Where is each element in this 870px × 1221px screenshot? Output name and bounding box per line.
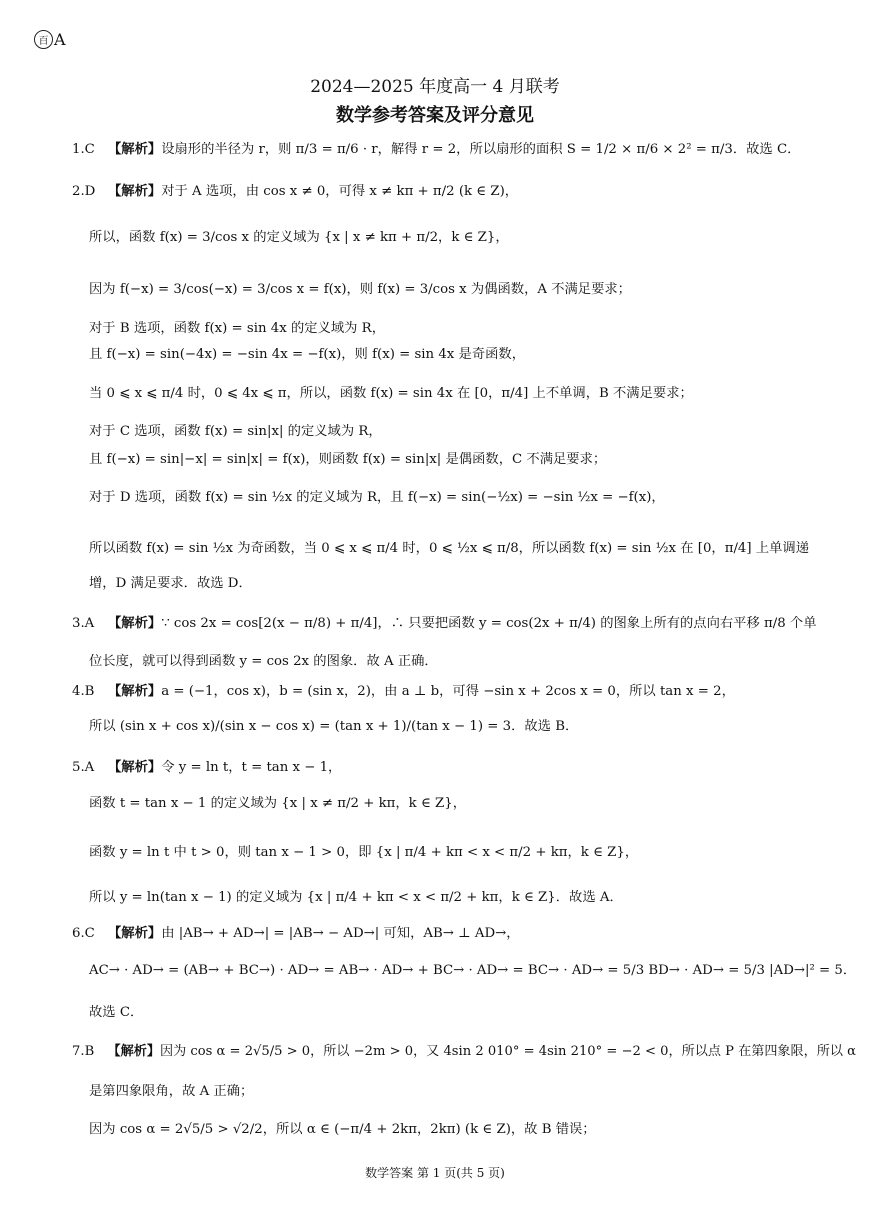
answer-line: [72, 682, 735, 702]
analysis-tag: 【解析】: [108, 184, 162, 199]
exam-code-mark: [34, 30, 66, 49]
solution-text: 当 0 ⩽ x ⩽ π/4 时，0 ⩽ 4x ⩽ π，所以，函数 f(x) = sin 4x 在 [0，π/4] 上不单调，B 不满足要求；: [89, 386, 693, 401]
analysis-tag: 【解析】: [108, 616, 162, 631]
answer-line: [72, 182, 519, 202]
question-number: 7.B: [72, 1044, 95, 1059]
answer-line: [72, 758, 342, 778]
analysis-tag: 【解析】: [107, 1044, 160, 1059]
solution-text: ∵ cos 2x = cos[2(x − π/8) + π/4]，∴ 只要把函数 y = cos(2x + π/4) 的图象上所有的点向右平移 π/8 个单: [161, 616, 817, 631]
answer-line: [89, 319, 385, 339]
answer-line: [89, 652, 438, 672]
question-number: 6.C: [72, 926, 95, 941]
answer-line: [89, 228, 509, 248]
answer-line: [89, 574, 252, 594]
answer-line: [89, 539, 809, 559]
answer-line: [89, 888, 623, 908]
question-number: 3.A: [72, 616, 95, 631]
question-number: 5.A: [72, 760, 95, 775]
paper-type-letter: A: [54, 30, 66, 49]
analysis-tag: 【解析】: [108, 142, 162, 157]
solution-text: 位长度，就可以得到函数 y = cos 2x 的图象．故 A 正确．: [89, 654, 438, 669]
solution-text: 对于 A 选项，由 cos x ≠ 0，可得 x ≠ kπ + π/2 (k ∈ Z)，: [161, 184, 519, 199]
solution-text: 因为 f(−x) = 3/cos(−x) = 3/cos x = f(x)，则 f(x) = 3/cos x 为偶函数，A 不满足要求；: [89, 282, 631, 297]
solution-text: 由 |AB→ + AD→| = |AB→ − AD→| 可知，AB→ ⊥ AD→，: [161, 926, 520, 941]
answer-line: [89, 280, 631, 300]
answer-line: [72, 924, 520, 944]
document-title: 2024—2025 年度高一 4 月联考: [310, 77, 560, 97]
analysis-tag: 【解析】: [108, 684, 162, 699]
answer-line: [89, 345, 525, 365]
answer-line: [89, 717, 578, 737]
circled-mark: 百: [34, 30, 53, 49]
answer-line: [89, 422, 382, 442]
answer-line: [89, 488, 665, 508]
answer-line: [89, 1082, 253, 1102]
solution-text: 所以函数 f(x) = sin ½x 为奇函数，当 0 ⩽ x ⩽ π/4 时，0 ⩽ ½x ⩽ π/8，所以函数 f(x) = sin ½x 在 [0，π/4] 上单调递: [89, 541, 809, 556]
solution-text: 对于 C 选项，函数 f(x) = sin|x| 的定义域为 R，: [89, 424, 382, 439]
solution-text: 所以，函数 f(x) = 3/cos x 的定义域为 {x | x ≠ kπ + π/2，k ∈ Z}，: [89, 230, 509, 245]
answer-line: [89, 1120, 596, 1140]
solution-text: 对于 B 选项，函数 f(x) = sin 4x 的定义域为 R，: [89, 321, 385, 336]
solution-text: 令 y = ln t，t = tan x − 1，: [161, 760, 342, 775]
solution-text: 函数 t = tan x − 1 的定义域为 {x | x ≠ π/2 + kπ，k ∈ Z}，: [89, 796, 467, 811]
solution-text: 因为 cos α = 2√5/5 > 0，所以 −2m > 0，又 4sin 2 010° = 4sin 210° = −2 < 0，所以点 P 在第四象限，所以 α: [159, 1044, 857, 1059]
answer-line: [89, 450, 606, 470]
answer-line: [72, 614, 817, 634]
answer-line: [72, 1042, 857, 1062]
solution-text: 且 f(−x) = sin|−x| = sin|x| = f(x)，则函数 f(x) = sin|x| 是偶函数，C 不满足要求；: [89, 452, 607, 467]
answer-line: [89, 1003, 143, 1023]
solution-text: 且 f(−x) = sin(−4x) = −sin 4x = −f(x)，则 f(x) = sin 4x 是奇函数，: [89, 347, 526, 362]
answer-line: [89, 961, 856, 981]
page-footer: 数学答案 第 1 页(共 5 页): [365, 1166, 505, 1180]
solution-text: 因为 cos α = 2√5/5 > √2/2，所以 α ∈ (−π/4 + 2kπ，2kπ) (k ∈ Z)，故 B 错误；: [89, 1122, 596, 1137]
analysis-tag: 【解析】: [108, 926, 162, 941]
question-number: 4.B: [72, 684, 95, 699]
answer-line: [89, 384, 693, 404]
solution-text: a = (−1，cos x)，b = (sin x，2)，由 a ⊥ b，可得 −sin x + 2cos x = 0，所以 tan x = 2，: [161, 684, 735, 699]
solution-text: 是第四象限角，故 A 正确；: [89, 1084, 254, 1099]
question-number: 1.C: [72, 142, 95, 157]
answer-line: [72, 140, 801, 160]
solution-text: 故选 C．: [89, 1005, 144, 1020]
answer-line: [89, 794, 466, 814]
solution-text: 所以 y = ln(tan x − 1) 的定义域为 {x | π/4 + kπ < x < π/2 + kπ，k ∈ Z}．故选 A．: [89, 890, 623, 905]
question-number: 2.D: [72, 184, 96, 199]
solution-text: AC→ · AD→ = (AB→ + BC→) · AD→ = AB→ · AD→ + BC→ · AD→ = BC→ · AD→ = 5/3 BD→ · AD→ = 5/3 |AD→|² = 5．: [89, 963, 857, 978]
solution-text: 函数 y = ln t 中 t > 0，则 tan x − 1 > 0，即 {x | π/4 + kπ < x < π/2 + kπ，k ∈ Z}，: [89, 845, 639, 860]
analysis-tag: 【解析】: [108, 760, 162, 775]
document-subtitle: 数学参考答案及评分意见: [336, 105, 534, 126]
solution-text: 所以 (sin x + cos x)/(sin x − cos x) = (tan x + 1)/(tan x − 1) = 3．故选 B．: [89, 719, 579, 734]
solution-text: 对于 D 选项，函数 f(x) = sin ½x 的定义域为 R，且 f(−x) = sin(−½x) = −sin ½x = −f(x)，: [89, 490, 665, 505]
solution-text: 增，D 满足要求．故选 D．: [89, 576, 252, 591]
solution-text: 设扇形的半径为 r，则 π/3 = π/6 · r，解得 r = 2，所以扇形的面积 S = 1/2 × π/6 × 2² = π/3．故选 C．: [161, 142, 801, 157]
answer-line: [89, 843, 638, 863]
